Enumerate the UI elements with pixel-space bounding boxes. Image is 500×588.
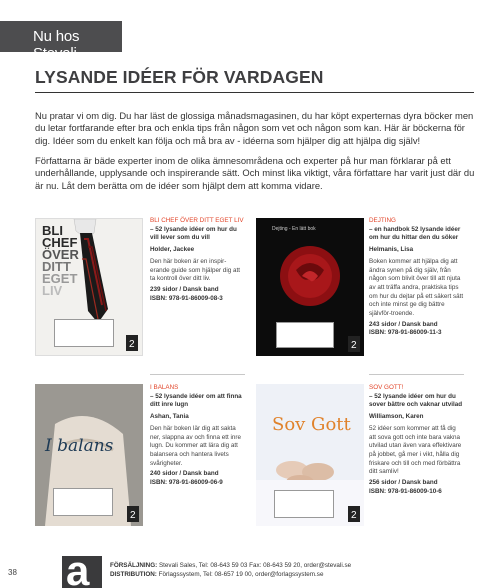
book-description: 52 idéer som kommer att få dig att sova gott och inte bara vakna utvilad utan även vara effektivare på jobbet, gå mer i vikt, hålla dig friskare och till och med förbättra ditt samliv! <box>369 424 462 476</box>
page-number: 38 <box>8 568 17 577</box>
cover-label <box>54 319 114 347</box>
publisher-badge-icon <box>348 506 360 522</box>
book-pages: 239 sidor / Dansk band <box>150 285 219 293</box>
cover-word-4: DITT <box>42 259 71 274</box>
book-divider-right <box>369 374 464 375</box>
intro-paragraph-2: Författarna är bäde experter inom de olika ämnesområdena och experter på hur man förklarar på ett underhållande, upplysande och inspirerande sätt. Och minst lika viktigt, våra författare har varit just där du är nu. Låt dem berätta om de idéer som hjälpt dem att komma vidare. <box>35 155 475 191</box>
book-isbn: ISBN: 978-91-86009-11-3 <box>369 329 442 337</box>
cover-word-5: EGET <box>42 271 78 286</box>
logo-letter: a <box>66 547 90 588</box>
page-title: LYSANDE IDÉER FÖR VARDAGEN <box>35 67 324 87</box>
book-cover-dejting <box>256 218 364 356</box>
svg-text:2: 2 <box>129 339 135 350</box>
book-author: Williamson, Karen <box>369 413 424 421</box>
publisher-badge-icon <box>126 335 138 351</box>
book-title: SOV GOTT! <box>369 384 404 391</box>
sales-contact: Stevali Sales, Tel: 08-643 59 03 Fax: 08-643 59 20, order@stevali.se <box>158 562 352 569</box>
book-isbn: ISBN: 978-91-86009-06-9 <box>150 479 223 487</box>
book-cover-sov-gott <box>256 384 364 526</box>
book-cover-i-balans <box>35 384 143 526</box>
book-title: DEJTING <box>369 217 396 224</box>
cover-label <box>274 490 334 518</box>
cover-word-6: LIV <box>42 283 63 298</box>
publisher-badge-icon <box>348 336 360 352</box>
cover-caption: Dejting - En lätt bok <box>272 226 316 232</box>
book-title: BLI CHEF ÖVER DITT EGET LIV <box>150 217 244 224</box>
distribution-label: DISTRIBUTION: <box>110 571 157 578</box>
book-pages: 240 sidor / Dansk band <box>150 470 219 478</box>
svg-text:2: 2 <box>351 510 357 521</box>
book-pages: 256 sidor / Dansk band <box>369 479 438 487</box>
section-tab <box>0 21 122 62</box>
book-description: Den här boken lär dig att sakta ner, slappna av och finna ett inre lugn. Du kommer att lära dig att balansera och hantera livets svårigheter. <box>150 424 242 467</box>
cover-label <box>53 488 113 516</box>
publisher-logo <box>62 547 102 588</box>
cover-title: Sov Gott <box>272 414 351 435</box>
cover-word-2: CHEF <box>42 235 78 250</box>
book-divider-left <box>150 374 245 375</box>
intro-paragraph-1: Nu pratar vi om dig. Du har läst de glossiga månadsmagasinen, du har köpt experternas dyra böcker men du letar fortfarande efter bra och enkla tips från någon som vet och någon som kan. Här är böckerna för dig. Idéer som du enkelt kan följa och må bra av - idéerna som hjälper dig att hjälpa dig själv! <box>35 110 474 146</box>
book-info-sov-gott <box>369 384 464 496</box>
book-author: Ashan, Tania <box>150 413 189 421</box>
cover-title: I balans <box>45 436 114 456</box>
book-info-bli-chef <box>150 217 245 303</box>
sales-label: FÖRSÄLJNING: <box>110 562 158 569</box>
book-pages: 243 sidor / Dansk band <box>369 320 438 328</box>
section-tab-label: Nu hos Stevali <box>33 28 80 62</box>
book-author: Holder, Jackee <box>150 246 195 254</box>
book-subtitle: – 52 lysande idéer om hur du sover bättre och vaknar utvilad <box>369 392 463 409</box>
book-info-dejting <box>369 217 464 338</box>
footer-contact <box>110 561 351 579</box>
book-title: I BALANS <box>150 384 179 391</box>
book-subtitle: – 52 lysande idéer om att finna ditt inre lugn <box>150 392 242 409</box>
publisher-badge-icon <box>127 506 139 522</box>
distribution-contact: Förlagssystem, Tel: 08-657 19 00, order@forlagssystem.se <box>158 571 324 578</box>
book-description: Boken kommer att hjälpa dig att ändra synen på dig själv, från någon som blivit över till att njuta av att träffa andra, praktiska tips om hur du dejtar på ett säkert sätt och inte minst ge dig bättre självför-troende. <box>369 257 464 318</box>
cover-label <box>276 322 334 348</box>
svg-text:2: 2 <box>130 510 136 521</box>
book-subtitle: – en handbok 52 lysande idéer om hur du hittar den du söker <box>369 225 461 242</box>
cover-word-1: BLI <box>42 223 63 238</box>
cover-word-3: ÖVER <box>42 247 79 262</box>
book-cover-bli-chef <box>35 218 143 356</box>
book-info-i-balans <box>150 384 245 488</box>
book-author: Helmanis, Lisa <box>369 246 414 254</box>
book-subtitle: – 52 lysande idéer om hur du vill lever som du vill <box>150 225 237 242</box>
title-divider <box>35 92 474 93</box>
book-isbn: ISBN: 978-91-86009-08-3 <box>150 294 223 302</box>
svg-text:2: 2 <box>351 340 357 351</box>
book-description: Den här boken är en inspir-erande guide som hjälper dig att ta kontroll över ditt liv. <box>150 257 240 283</box>
book-isbn: ISBN: 978-91-86009-10-6 <box>369 487 442 495</box>
